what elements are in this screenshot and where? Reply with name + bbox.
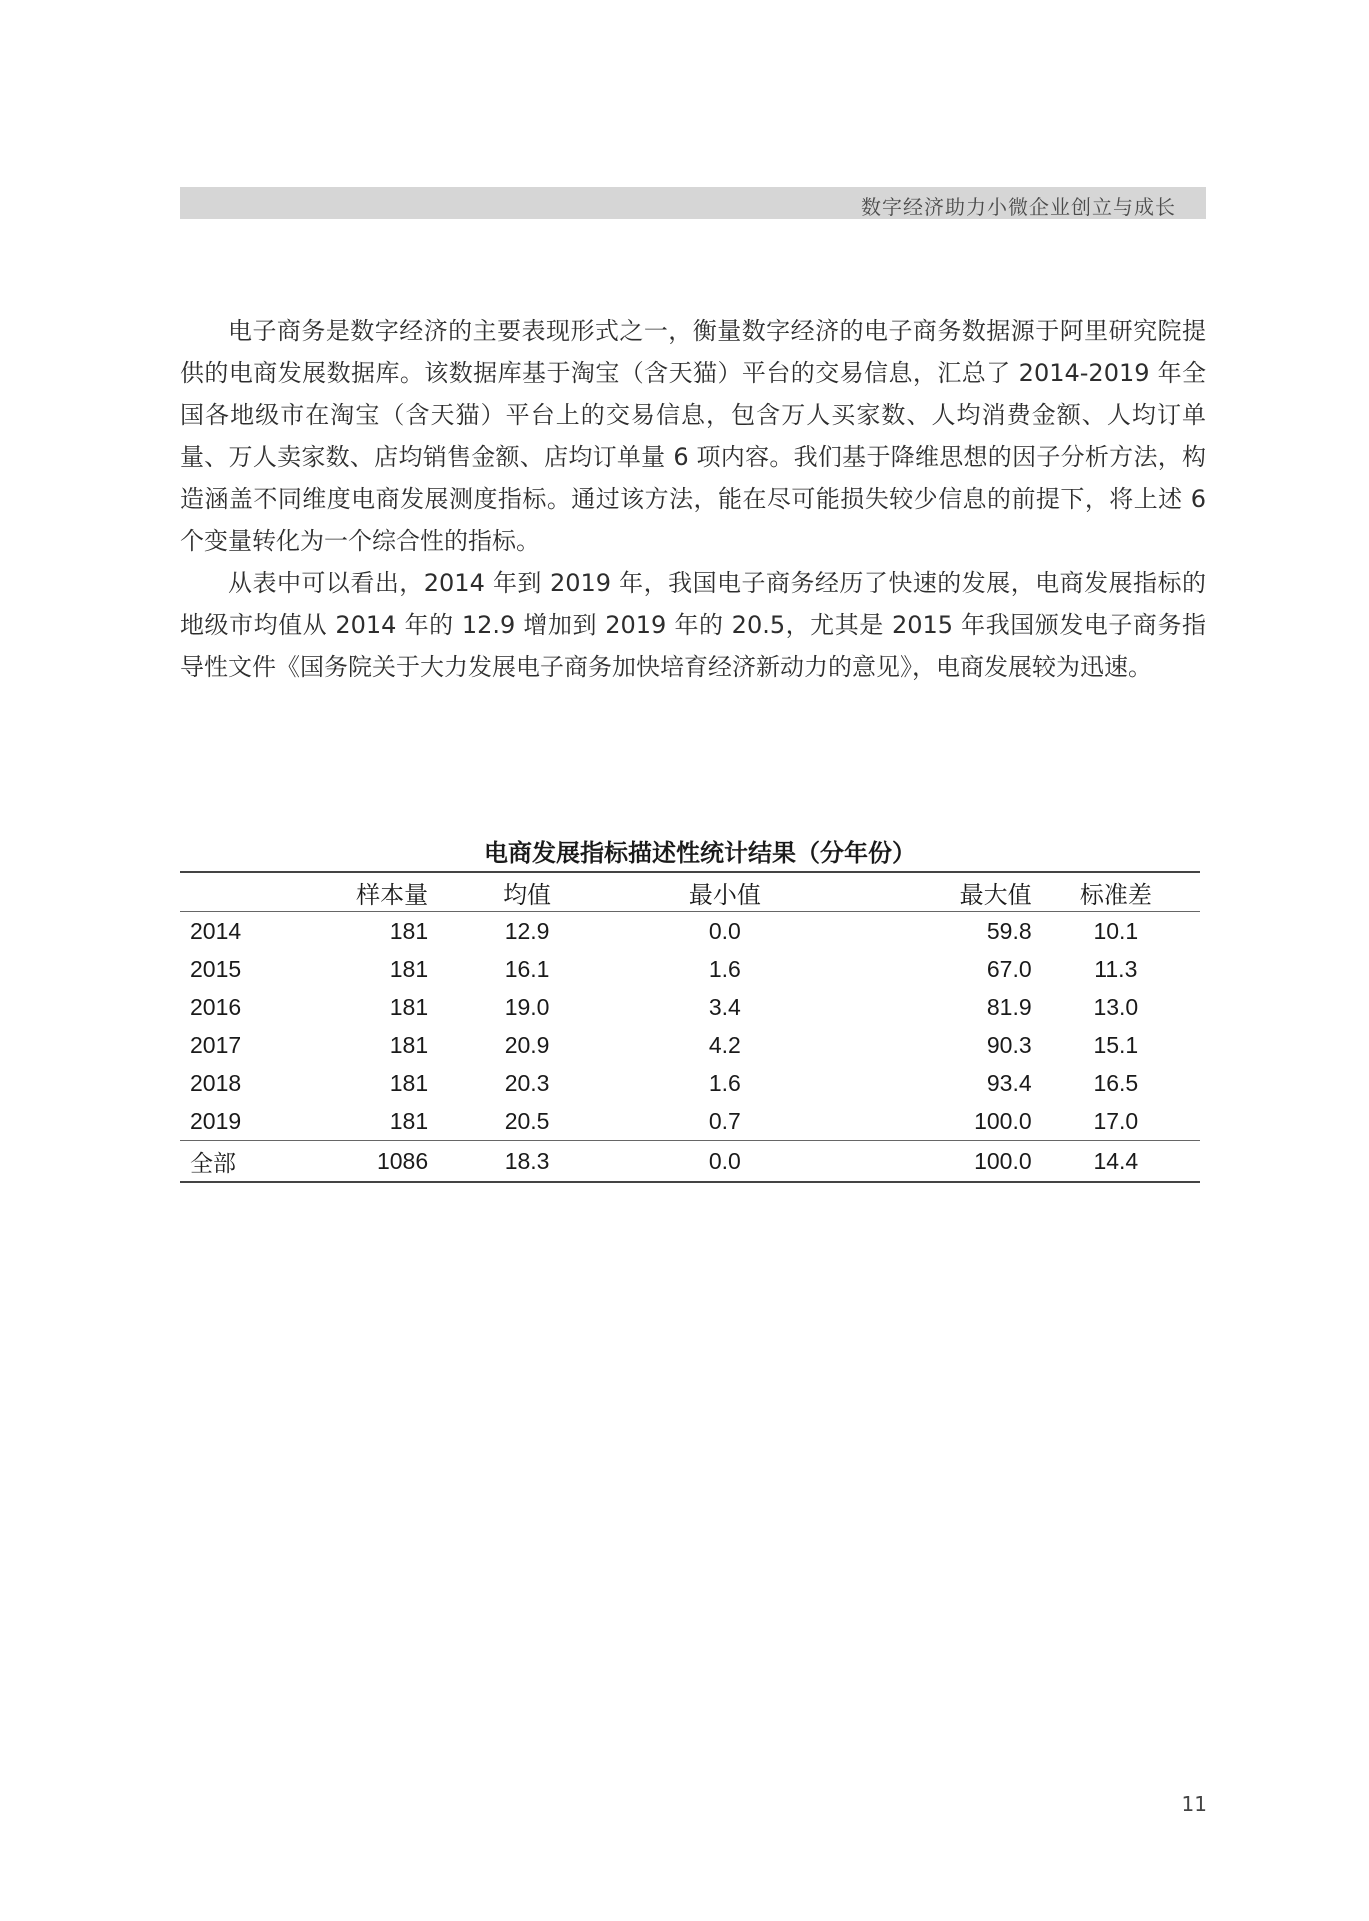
paragraph: 从表中可以看出，2014 年到 2019 年，我国电子商务经历了快速的发展，电商发展指标的地级市均值从 2014 年的 12.9 增加到 2019 年的 20.5，尤其是 2015 年我国颁发电子商务指导性文件《国务院关于大力发展电子商务加快培育经济新动力的意见》，电商发展较为迅速。 [180, 569, 1206, 681]
std-cell: 13.0 [1093, 993, 1139, 1020]
sample-cell: 181 [389, 917, 429, 944]
table-row [180, 1064, 1200, 1102]
header-cell: 最小值 [688, 880, 761, 909]
year-cell: 2018 [190, 1069, 242, 1096]
sample-cell: 181 [389, 1069, 429, 1096]
body-text [180, 310, 1206, 688]
header-cell: 样本量 [356, 880, 429, 909]
std-cell: 17.0 [1093, 1107, 1139, 1134]
header-cell: 标准差 [1079, 880, 1152, 909]
sample-cell: 1086 [376, 1147, 429, 1174]
table-header-row [180, 872, 1200, 912]
header-cell [180, 872, 289, 912]
min-cell: 1.6 [708, 955, 741, 982]
std-cell: 15.1 [1093, 1031, 1139, 1058]
min-cell: 1.6 [708, 1069, 741, 1096]
table-row [180, 1026, 1200, 1064]
max-cell: 100.0 [974, 1147, 1032, 1174]
std-cell: 16.5 [1093, 1069, 1139, 1096]
mean-cell: 12.9 [504, 917, 550, 944]
table-row [180, 1102, 1200, 1141]
mean-cell: 20.3 [504, 1069, 550, 1096]
mean-cell: 18.3 [504, 1147, 550, 1174]
max-cell: 100.0 [974, 1107, 1032, 1134]
sample-cell: 181 [389, 993, 429, 1020]
header-cell: 最大值 [959, 880, 1032, 909]
year-cell: 2017 [190, 1031, 242, 1058]
table-total-row [180, 1141, 1200, 1183]
sample-cell: 181 [389, 1031, 429, 1058]
stats-table-block [180, 835, 1200, 1183]
max-cell: 81.9 [986, 993, 1032, 1020]
min-cell: 4.2 [708, 1031, 741, 1058]
min-cell: 0.0 [708, 1147, 741, 1174]
min-cell: 0.0 [708, 917, 741, 944]
stats-table [180, 871, 1200, 1183]
year-cell: 2016 [190, 993, 242, 1020]
max-cell: 93.4 [986, 1069, 1032, 1096]
min-cell: 3.4 [708, 993, 741, 1020]
running-header-bar [180, 187, 1206, 219]
sample-cell: 181 [389, 955, 429, 982]
running-header-title: 数字经济助力小微企业创立与成长 [861, 195, 1176, 219]
table-title: 电商发展指标描述性统计结果（分年份） [484, 839, 916, 867]
mean-cell: 16.1 [504, 955, 550, 982]
year-cell: 2019 [190, 1107, 242, 1134]
page-number: 11 [1181, 1792, 1207, 1816]
std-cell: 14.4 [1093, 1147, 1139, 1174]
std-cell: 10.1 [1093, 917, 1139, 944]
table-row [180, 988, 1200, 1026]
paragraph: 电子商务是数字经济的主要表现形式之一，衡量数字经济的电子商务数据源于阿里研究院提供的电商发展数据库。该数据库基于淘宝（含天猫）平台的交易信息，汇总了 2014-2019 年全国各地级市在淘宝（含天猫）平台上的交易信息，包含万人买家数、人均消费金额、人均订单量、万人卖家数、店均销售金额、店均订单量 6 项内容。我们基于降维思想的因子分析方法，构造涵盖不同维度电商发展测度指标。通过该方法，能在尽可能损失较少信息的前提下，将上述 6 个变量转化为一个综合性的指标。 [180, 317, 1206, 555]
mean-cell: 20.9 [504, 1031, 550, 1058]
header-cell: 均值 [503, 880, 552, 909]
mean-cell: 20.5 [504, 1107, 550, 1134]
max-cell: 90.3 [986, 1031, 1032, 1058]
min-cell: 0.7 [708, 1107, 741, 1134]
year-cell: 2015 [190, 955, 242, 982]
mean-cell: 19.0 [504, 993, 550, 1020]
max-cell: 67.0 [986, 955, 1032, 982]
sample-cell: 181 [389, 1107, 429, 1134]
table-row [180, 950, 1200, 988]
year-cell: 2014 [190, 917, 242, 944]
total-label-cell: 全部 [190, 1150, 236, 1177]
max-cell: 59.8 [986, 917, 1032, 944]
table-row [180, 912, 1200, 951]
std-cell: 11.3 [1094, 955, 1138, 982]
